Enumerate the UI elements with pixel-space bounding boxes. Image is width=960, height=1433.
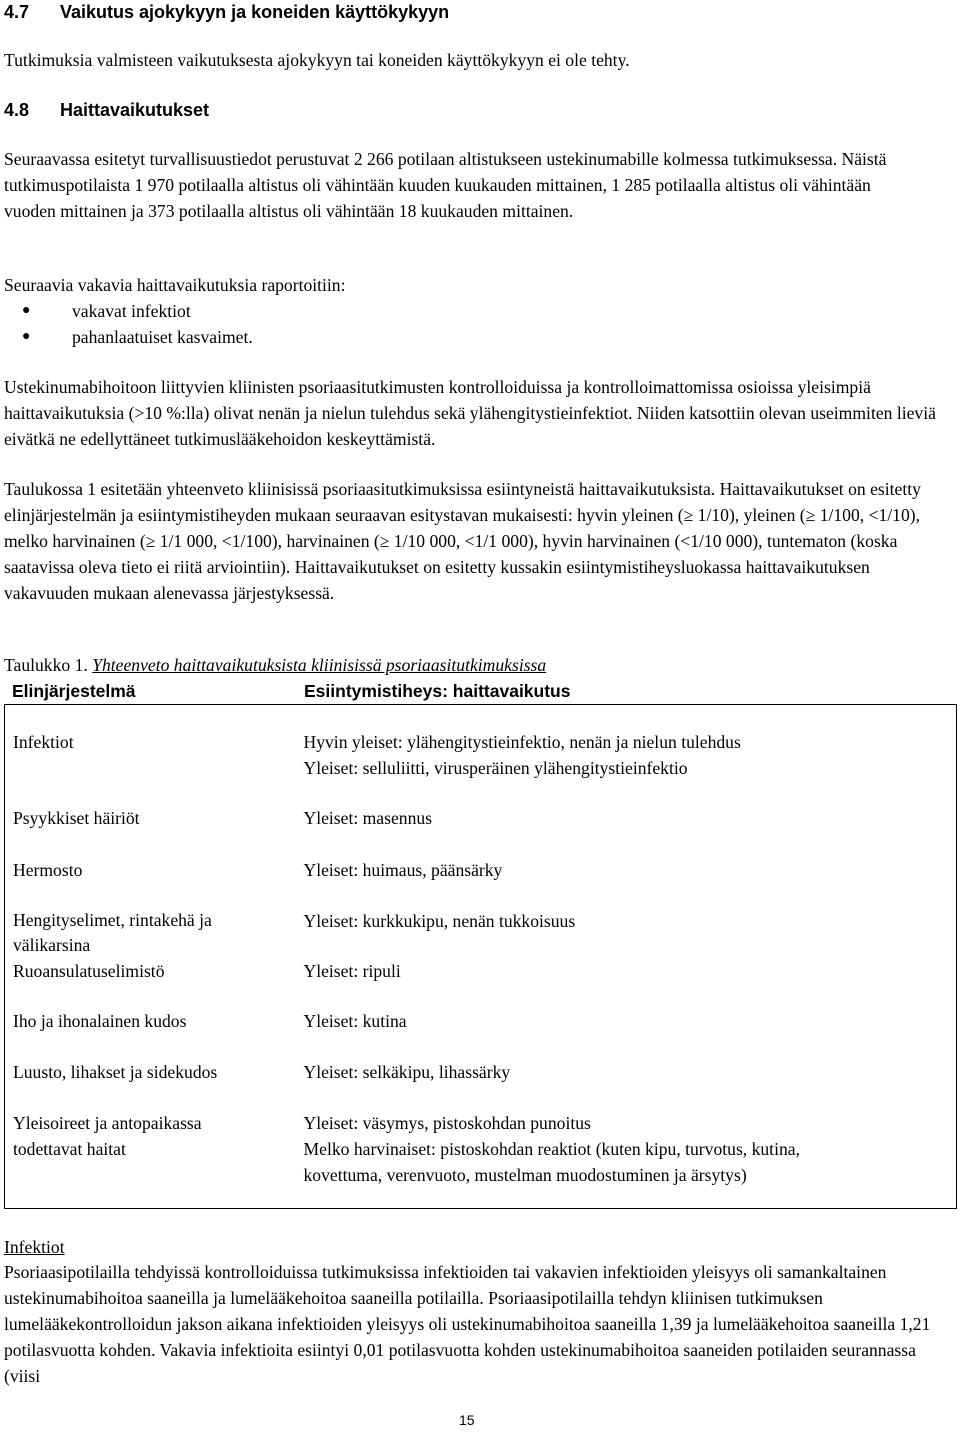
table-row — [5, 884, 957, 958]
table-row — [5, 833, 957, 884]
table-row — [5, 783, 957, 833]
system-cell: Iho ja ihonalainen kudos — [13, 1010, 187, 1031]
section-number: 4.7 — [4, 2, 30, 22]
table-caption-label: Taulukko 1. — [4, 655, 88, 675]
table-caption — [4, 652, 546, 678]
section-title: Vaikutus ajokykyyn ja koneiden käyttökykyyn — [60, 2, 450, 22]
section-title: Haittavaikutukset — [60, 100, 210, 120]
table-row — [5, 1008, 957, 1059]
system-cell: Luusto, lihakset ja sidekudos — [13, 1061, 218, 1082]
column-header-frequency: Esiintymistiheys: haittavaikutus — [304, 681, 571, 701]
column-header-system: Elinjärjestelmä — [12, 681, 136, 701]
section-4-7-text: Tutkimuksia valmisteen vaikutuksesta ajokykyyn tai koneiden käyttökykyyn ei ole tehty. — [4, 50, 630, 70]
infections-paragraph: Psoriaasipotilailla tehdyissä kontrolloiduissa tutkimuksissa infektioiden tai vakavien infektioiden yleisyys oli samankaltainen ustekinumabihoitoa saaneilla ja lumelääkehoitoa saaneilla potilailla. Psoriaasipotilailla tehdyn kliinisen tutkimuksen lumelääkekontrolloidun jakson aikana infektioiden yleisyys oli ustekinumabihoitoa saaneilla 1,39 ja lumelääkehoitoa saaneilla 1,21 potilasvuotta kohden. Vakavia infektioita esiintyi 0,01 potilasvuotta kohden ustekinumabihoitoa saaneiden potilaiden seurannassa (viisi — [4, 1262, 931, 1386]
system-cell: Psyykkiset häiriöt — [13, 807, 140, 828]
effects-cell: Yleiset: huimaus, päänsärky — [303, 859, 503, 880]
effects-cell: Yleiset: kurkkukipu, nenän tukkoisuus — [303, 910, 576, 931]
table-row — [5, 1059, 957, 1110]
page-number: 15 — [459, 1412, 475, 1428]
system-cell: Hengityselimet, rintakehä ja välikarsina — [13, 909, 212, 955]
common-effects-paragraph: Ustekinumabihoitoon liittyvien kliinisten psoriaasitutkimusten kontrolloiduissa ja kontrolloimattomissa osioissa yleisimpiä haittavaikutuksia (>10 %:lla) olivat nenän ja nielun tulehdus sekä ylähengitystieinfektiot. Niiden katsottiin olevan useimmiten lieviä eivätkä ne edellyttäneet tutkimuslääkehoidon keskeyttämistä. — [4, 377, 936, 449]
effects-cell: Yleiset: masennus — [303, 807, 433, 828]
table-row — [5, 1110, 957, 1209]
system-cell: Yleisoireet ja antopaikassa todettavat haitat — [13, 1112, 202, 1159]
section-4-8-heading — [4, 97, 209, 123]
effects-cell: Yleiset: selkäkipu, lihassärky — [303, 1061, 511, 1082]
system-cell: Hermosto — [13, 859, 83, 880]
effects-cell: Yleiset: ripuli — [303, 960, 401, 981]
bullet-icon: ● — [22, 329, 31, 344]
effects-cell: Yleiset: väsymys, pistoskohdan punoitus Melko harvinaiset: pistoskohdan reaktiot (kuten kipu, turvotus, kutina, kovettuma, verenvuoto, mustelman muodostuminen ja ärsytys) — [303, 1112, 800, 1185]
table-row — [5, 958, 957, 1008]
list-item: pahanlaatuiset kasvaimet. — [72, 327, 253, 347]
exposure-paragraph: Seuraavassa esitetyt turvallisuustiedot perustuvat 2 266 potilaan altistukseen ustekinumabille kolmessa tutkimuksessa. Näistä tutkimuspotilaista 1 970 potilaalla altistus oli vähintään kuuden kuukauden mittainen, 1 285 potilaalla altistus oli vähintään vuoden mittainen ja 373 potilaalla altistus oli vähintään 18 kuukauden mittainen. — [4, 149, 887, 221]
system-cell: Infektiot — [13, 732, 74, 752]
section-4-7-heading — [4, 0, 449, 25]
adverse-effects-table — [4, 704, 957, 1209]
infections-heading: Infektiot — [4, 1237, 65, 1257]
table-caption-title: Yhteenveto haittavaikutuksista kliinisissä psoriaasitutkimuksissa — [92, 655, 547, 675]
system-cell: Ruoansulatuselimistö — [13, 960, 165, 981]
frequency-paragraph: Taulukossa 1 esitetään yhteenveto kliinisissä psoriaasitutkimuksissa esiintyneistä haittavaikutuksista. Haittavaikutukset on esitetty elinjärjestelmän ja esiintymistiheyden mukaan seuraavan esitystavan mukaisesti: hyvin yleinen (≥ 1/10), yleinen (≥ 1/100, <1/10), melko harvinainen (≥ 1/1 000, <1/100), harvinainen (≥ 1/10 000, <1/1 000), hyvin harvinainen (<1/10 000), tuntematon (koska saatavissa oleva tieto ei riitä arviointiin). Haittavaikutukset on esitetty kussakin esiintymistiheysluokassa haittavaikutuksen vakavuuden mukaan alenevassa järjestyksessä. — [4, 479, 921, 603]
effects-cell: Hyvin yleiset: ylähengitystieinfektio, nenän ja nielun tulehdus Yleiset: selluliitti, virusperäinen ylähengitystieinfektio — [303, 732, 741, 778]
effects-cell: Yleiset: kutina — [303, 1010, 407, 1031]
list-item: vakavat infektiot — [72, 301, 191, 321]
section-number: 4.8 — [4, 100, 30, 120]
table-row — [5, 705, 957, 783]
serious-effects-intro: Seuraavia vakavia haittavaikutuksia raportoitiin: — [4, 275, 346, 295]
bullet-icon: ● — [22, 303, 31, 318]
